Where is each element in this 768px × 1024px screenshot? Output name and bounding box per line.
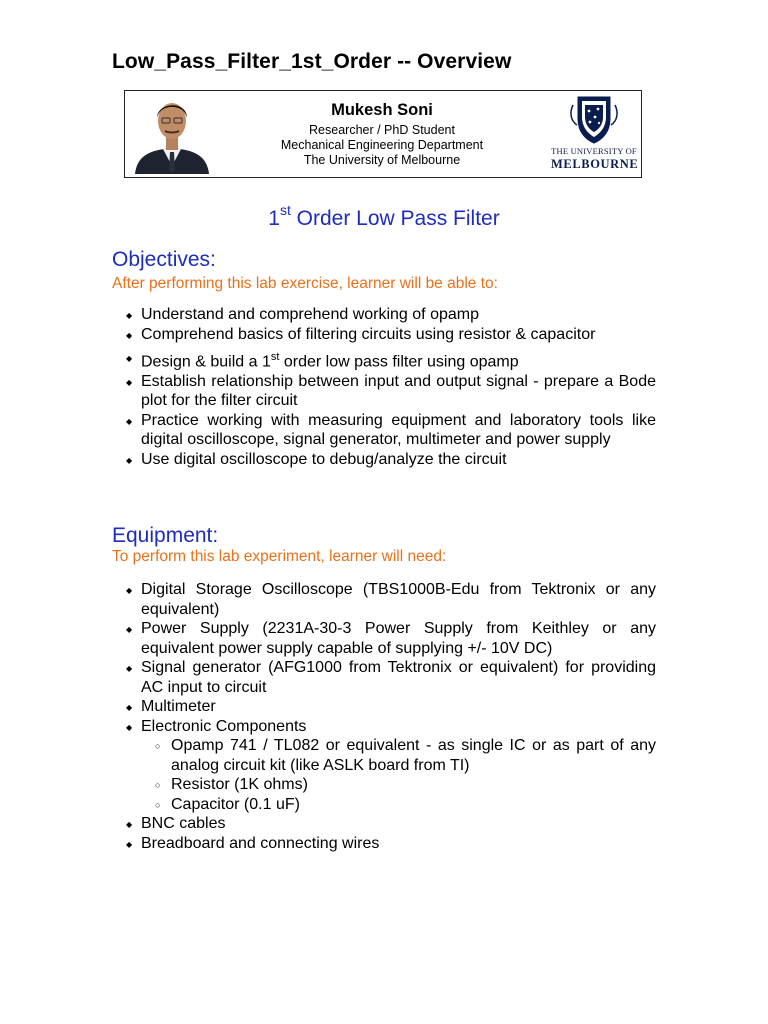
- circle-bullet-icon: ○: [155, 780, 161, 790]
- list-item: ◆ Design & build a 1st order low pass filter using opamp: [112, 348, 656, 372]
- logo-small-text: THE UNIVERSITY OF: [551, 146, 637, 156]
- diamond-bullet-icon: ◆: [126, 664, 133, 673]
- list-item: ◆ Digital Storage Oscilloscope (TBS1000B-Edu from Tektronix or any equivalent): [126, 581, 656, 618]
- author-role: Researcher / PhD Student: [309, 123, 455, 137]
- diamond-bullet-icon: ◆: [126, 703, 133, 712]
- document-heading: [0, 204, 768, 231]
- objectives-title: Objectives:: [112, 248, 216, 271]
- circle-bullet-icon: ○: [155, 799, 161, 810]
- equipment-list: [112, 580, 656, 853]
- list-item: ◆ Use digital oscilloscope to debug/analyze the circuit: [112, 450, 656, 470]
- list-item: ◆ Practice working with measuring equipment and laboratory tools like digital oscilloscope, signal generator, multimeter and power supply: [126, 411, 656, 449]
- list-item: ◆ Breadboard and connecting wires: [112, 834, 656, 854]
- diamond-bullet-icon: ◆: [126, 330, 133, 340]
- list-item: ○ Opamp 741 / TL082 or equivalent - as single IC or as part of any analog circuit kit (like ASLK board from TI): [155, 737, 656, 774]
- diamond-bullet-icon: ◆: [126, 820, 133, 829]
- page-title: Low_Pass_Filter_1st_Order -- Overview: [112, 50, 512, 73]
- diamond-bullet-icon: ◆: [126, 455, 133, 465]
- diamond-bullet-icon: ◆: [126, 311, 133, 320]
- author-photo: [129, 94, 215, 174]
- list-item: ◆ Power Supply (2231A-30-3 Power Supply from Keithley or any equivalent power supply capable of supplying +/- 10V DC): [126, 620, 656, 657]
- logo-big-text: MELBOURNE: [551, 157, 639, 171]
- diamond-bullet-icon: ◆: [126, 416, 133, 426]
- author-name: Mukesh Soni: [331, 101, 433, 119]
- university-crest-icon: [551, 95, 637, 145]
- list-item: ◆ Electronic Components ○ Opamp 741 / TL082 or equivalent - as single IC or as part of any analog circuit kit (like ASLK board from TI) ○ Resistor (1K ohms) ○ Capacitor (0.1 uF): [112, 717, 656, 815]
- author-university: The University of Melbourne: [303, 153, 461, 167]
- list-item: ◆ Signal generator (AFG1000 from Tektronix or equivalent) for providing AC input to circuit: [126, 659, 656, 696]
- equipment-title: Equipment:: [112, 524, 219, 547]
- components-list: [141, 736, 656, 814]
- objectives-subtitle: After performing this lab exercise, learner will be able to:: [112, 275, 498, 292]
- list-item: ◆ BNC cables: [112, 814, 656, 834]
- list-item: ○ Capacitor (0.1 uF): [141, 795, 656, 815]
- list-item: ◆ Multimeter: [112, 697, 656, 717]
- diamond-bullet-icon: ◆: [126, 354, 133, 363]
- author-department: Mechanical Engineering Department: [280, 138, 484, 152]
- author-banner: [124, 90, 642, 178]
- diamond-bullet-icon: ◆: [126, 377, 133, 387]
- list-item: ◆ Establish relationship between input and output signal - prepare a Bode plot for the filter circuit: [126, 372, 656, 410]
- list-item: ○ Resistor (1K ohms): [141, 775, 656, 795]
- diamond-bullet-icon: ◆: [126, 586, 133, 595]
- equipment-subtitle: To perform this lab experiment, learner will need:: [112, 548, 447, 565]
- university-logo: [551, 95, 637, 173]
- objectives-list: [112, 305, 656, 469]
- author-info: [257, 101, 507, 168]
- circle-bullet-icon: ○: [155, 741, 161, 751]
- diamond-bullet-icon: ◆: [126, 722, 133, 732]
- heading-prefix: 1: [268, 207, 280, 230]
- heading-superscript: st: [279, 202, 291, 218]
- diamond-bullet-icon: ◆: [126, 839, 133, 849]
- list-item: ◆ Understand and comprehend working of opamp: [112, 305, 656, 325]
- diamond-bullet-icon: ◆: [126, 625, 133, 634]
- list-item: ◆ Comprehend basics of filtering circuits using resistor & capacitor: [112, 325, 656, 345]
- heading-text: Order Low Pass Filter: [290, 207, 500, 230]
